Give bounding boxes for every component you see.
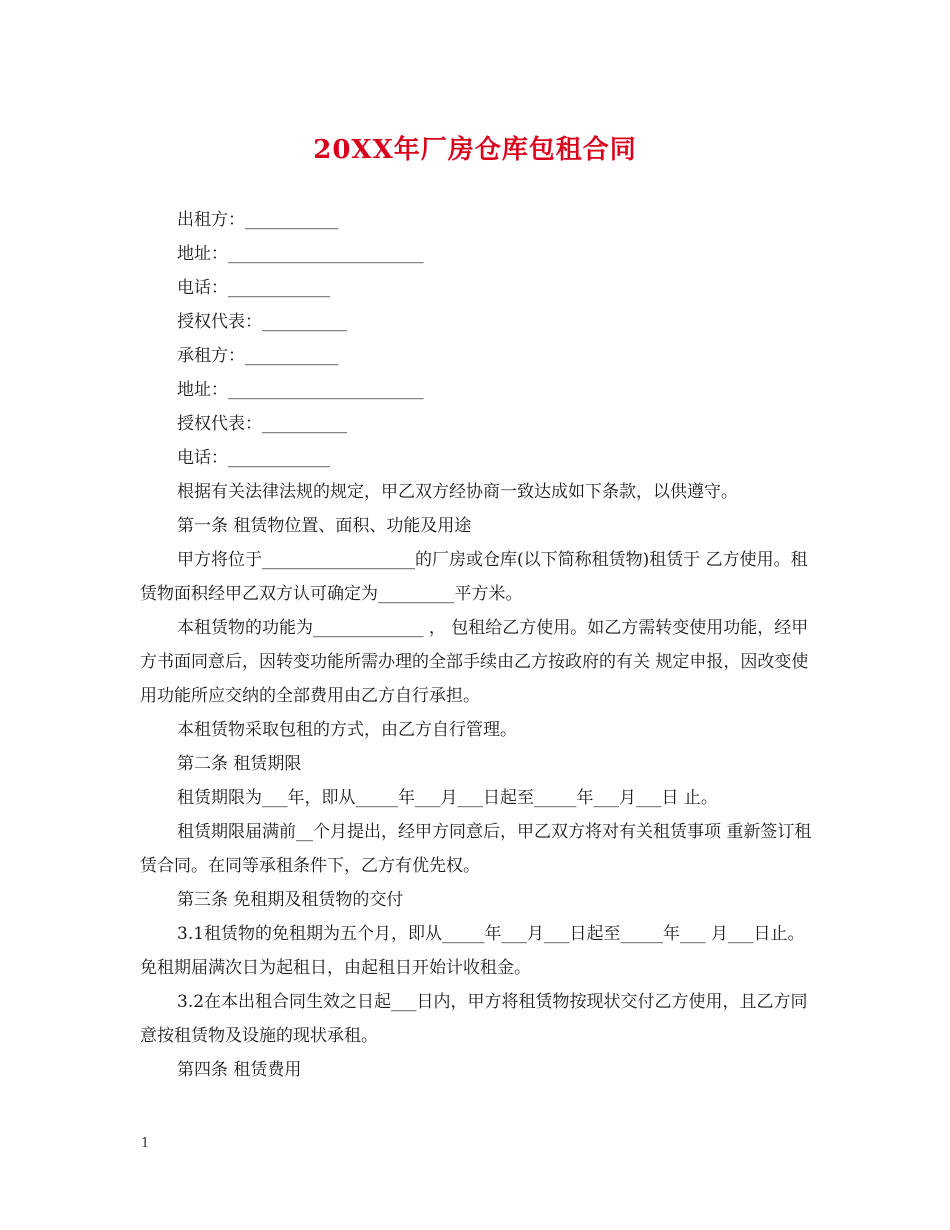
lessee-phone-line: 电话：____________: [177, 448, 330, 468]
document-title: 20XX年厂房仓库包租合同: [313, 135, 637, 165]
article-1-paragraph-1: 甲方将位于__________________的厂房或仓库(以下简称租赁物)租赁于 乙方使用。租赁物面积经甲乙双方认可确定为_________平方米。: [140, 550, 808, 604]
lessee-address-line: 地址：_______________________: [177, 380, 424, 400]
lessor-line: 出租方：___________: [177, 210, 339, 230]
lessor-representative-line: 授权代表：__________: [177, 312, 347, 332]
lessor-phone-line: 电话：____________: [177, 278, 330, 298]
article-3-clause-3-1: 3.1租赁物的免租期为五个月，即从_____年___月___日起至_____年___ 月___日止。免租期届满次日为起租日，由起租日开始计收租金。: [140, 924, 805, 978]
article-2-paragraph-1: 租赁期限为___年，即从_____年___月___日起至_____年___月___日 止。: [177, 788, 718, 808]
article-1-heading: 第一条 租赁物位置、面积、功能及用途: [177, 516, 472, 536]
article-3-heading: 第三条 免租期及租赁物的交付: [177, 890, 404, 910]
article-2-heading: 第二条 租赁期限: [177, 754, 302, 774]
article-2-paragraph-2: 租赁期限届满前__个月提出，经甲方同意后，甲乙双方将对有关租赁事项 重新签订租赁合同。在同等承租条件下，乙方有优先权。: [140, 822, 812, 876]
lessee-line: 承租方：___________: [177, 346, 339, 366]
contract-body: [140, 203, 812, 1087]
article-1-paragraph-2: 本租赁物的功能为_____________ ， 包租给乙方使用。如乙方需转变使用功能，经甲方书面同意后，因转变功能所需办理的全部手续由乙方按政府的有关 规定申报，因改变使用功能所应交纳的全部费用由乙方自行承担。: [140, 618, 809, 706]
article-3-clause-3-2: 3.2在本出租合同生效之日起___日内，甲方将租赁物按现状交付乙方使用，且乙方同意按租赁物及设施的现状承租。: [140, 992, 808, 1046]
article-1-paragraph-3: 本租赁物采取包租的方式，由乙方自行管理。: [177, 720, 517, 740]
lessee-representative-line: 授权代表：__________: [177, 414, 347, 434]
page-number: 1: [141, 1136, 150, 1151]
lessor-address-line: 地址：_______________________: [177, 244, 424, 264]
preamble-paragraph: 根据有关法律法规的规定，甲乙双方经协商一致达成如下条款，以供遵守。: [177, 482, 738, 502]
article-4-heading: 第四条 租赁费用: [177, 1060, 302, 1080]
